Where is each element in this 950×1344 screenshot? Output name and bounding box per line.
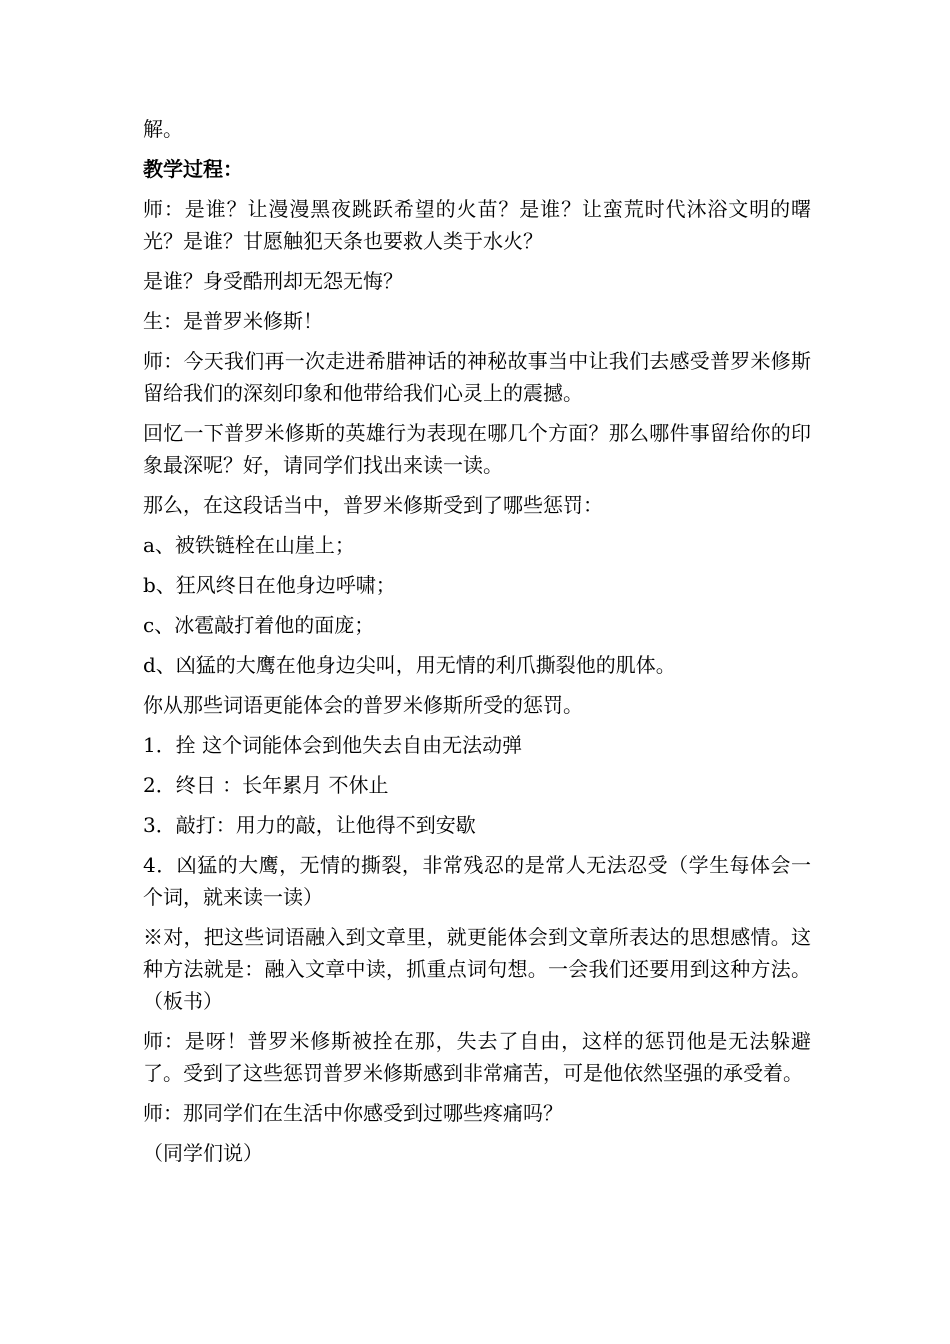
list-item-a: a、被铁链栓在山崖上；: [143, 533, 355, 557]
numbered-item-3: 3．敲打：用力的敲，让他得不到安歇: [143, 813, 476, 837]
paragraph-students-say: （同学们说）: [143, 1141, 263, 1165]
paragraph-recall: 回忆一下普罗米修斯的英雄行为表现在哪几个方面？那么哪件事留给你的印象最深呢？好，请同学们找出来读一读。: [143, 421, 811, 477]
paragraph-question: 是谁？身受酷刑却无怨无悔？: [143, 269, 403, 293]
numbered-item-1: 1．拴 这个词能体会到他失去自由无法动弹: [143, 733, 523, 757]
paragraph-student-answer: 生：是普罗米修斯！: [143, 309, 323, 333]
numbered-item-4: 4．凶猛的大鹰，无情的撕裂，非常残忍的是常人无法忍受（学生每体会一个词，就来读一读）: [143, 853, 811, 909]
numbered-item-2: 2．终日 ：长年累月 不休止: [143, 773, 389, 797]
list-item-d: d、凶猛的大鹰在他身边尖叫，用无情的利爪撕裂他的肌体。: [143, 653, 676, 677]
section-heading: 教学过程：: [143, 157, 243, 181]
paragraph-teacher-response: 师：是呀！普罗米修斯被拴在那，失去了自由，这样的惩罚他是无法躲避了。受到了这些惩罚普罗米修斯感到非常痛苦，可是他依然坚强的承受着。: [143, 1029, 811, 1085]
paragraph-punishments-intro: 那么，在这段话当中，普罗米修斯受到了哪些惩罚：: [143, 493, 603, 517]
list-item-b: b、狂风终日在他身边呼啸；: [143, 573, 396, 597]
paragraph-teacher-today: 师：今天我们再一次走进希腊神话的神秘故事当中让我们去感受普罗米修斯留给我们的深刻印象和他带给我们心灵上的震撼。: [143, 349, 811, 405]
paragraph-teacher-intro: 师：是谁？让漫漫黑夜跳跃希望的火苗？是谁？让蛮荒时代沐浴文明的曙光？是谁？甘愿触犯天条也要救人类于水火？: [143, 197, 811, 253]
paragraph-words-intro: 你从那些词语更能体会的普罗米修斯所受的惩罚。: [143, 693, 583, 717]
document-page: [143, 113, 811, 1177]
list-item-c: c、冰雹敲打着他的面庞；: [143, 613, 375, 637]
paragraph-teacher-question: 师：那同学们在生活中你感受到过哪些疼痛吗？: [143, 1101, 563, 1125]
paragraph-continuation: 解。: [143, 117, 183, 141]
paragraph-method-note: ※对，把这些词语融入到文章里，就更能体会到文章所表达的思想感情。这种方法就是：融入文章中读，抓重点词句想。一会我们还要用到这种方法。（板书）: [143, 925, 811, 1013]
